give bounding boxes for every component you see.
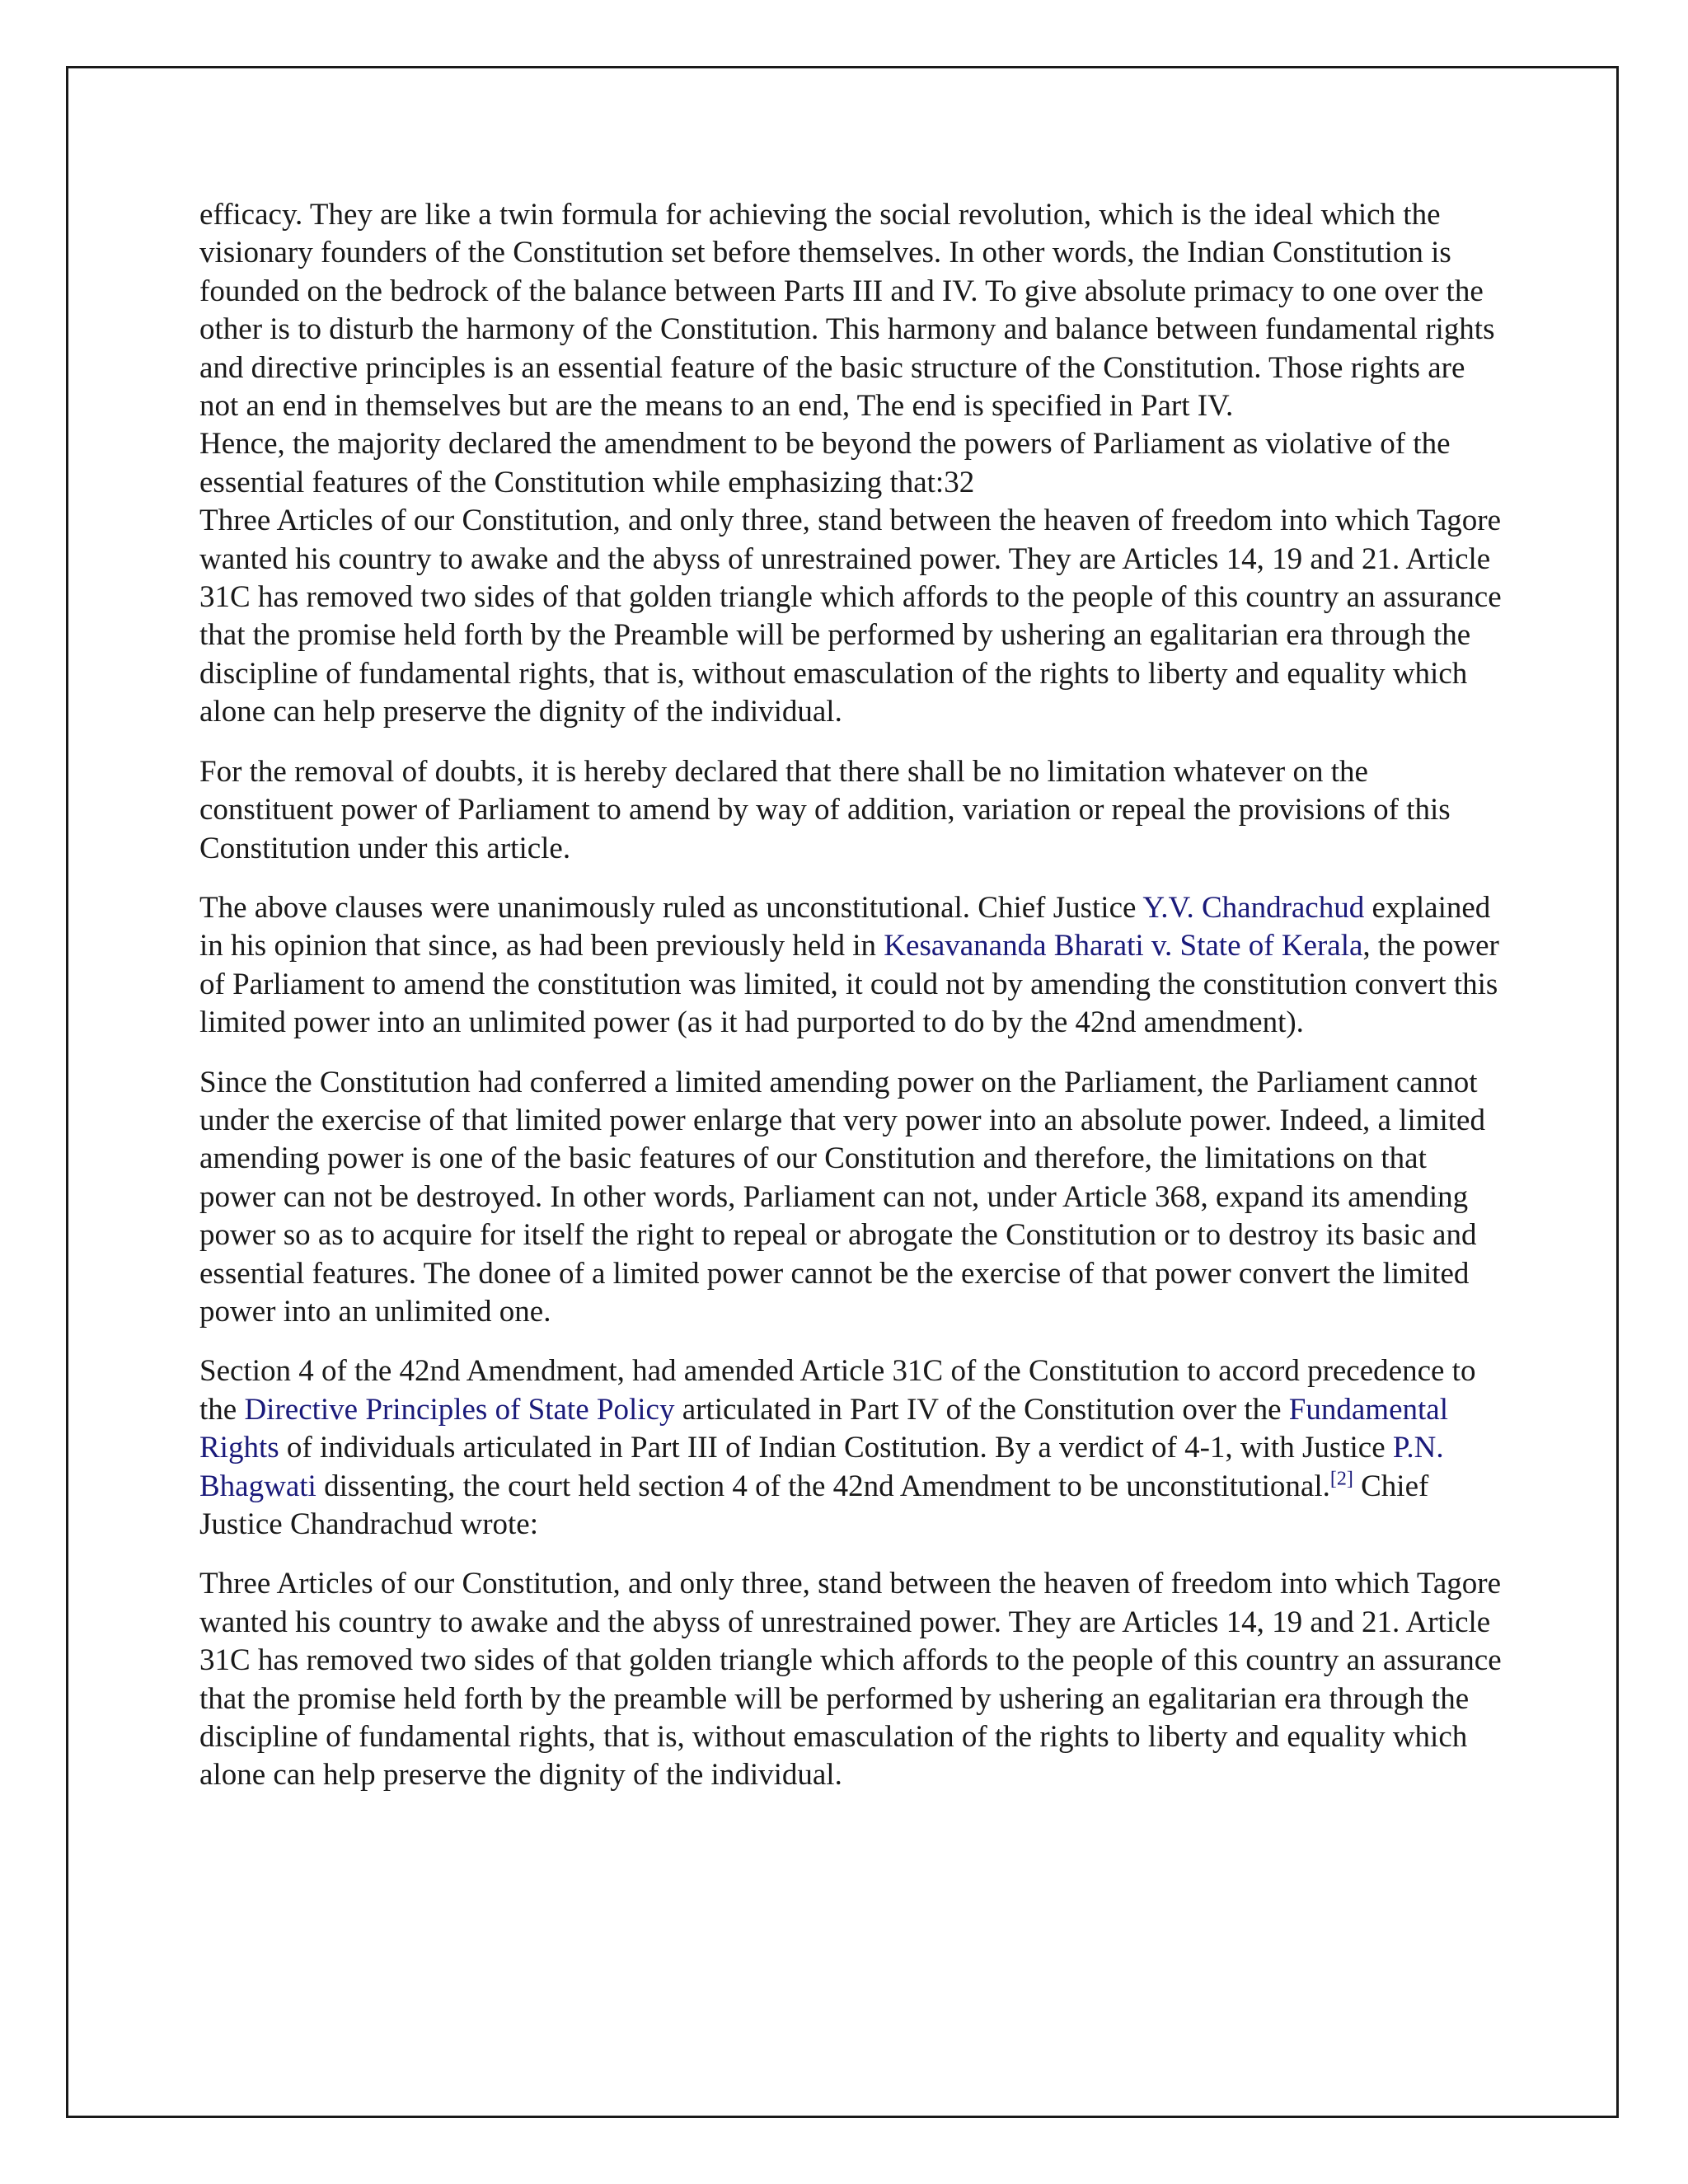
text-run: articulated in Part IV of the Constitution over the (674, 1392, 1289, 1427)
paragraph-section-4 (199, 1352, 1502, 1544)
text-run: Section 4 of the 42nd Amendment, had amended Article 31C of the Constitution to accord precedence to the (199, 1354, 1476, 1427)
link-fundamental-rights[interactable]: Fundamental Rights (199, 1392, 1448, 1465)
paragraph-three-articles-quote-repeat: Three Articles of our Constitution, and only three, stand between the heaven of freedom into which Tagore wanted his country to awake and the abyss of unrestrained power. They are Articles 14, 19 and 21. Article 31C has removed two sides of that golden triangle which affords to the people of this country an assurance that the promise held forth by the preamble will be performed by ushering an egalitarian era through the discipline of fundamental rights, that is, without emasculation of the rights to liberty and equality which alone can help preserve the dignity of the individual. (199, 1567, 1502, 1793)
paragraph-three-articles-quote: Three Articles of our Constitution, and only three, stand between the heaven of freedom into which Tagore wanted his country to awake and the abyss of unrestrained power. They are Articles 14, 19 and 21. Article 31C has removed two sides of that golden triangle which affords to the people of this country an assurance that the promise held forth by the Preamble will be performed by ushering an egalitarian era through the discipline of fundamental rights, that is, without emasculation of the rights to liberty and equality which alone can help preserve the dignity of the individual. (199, 504, 1502, 729)
text-run: , the power of Parliament to amend the constitution was limited, it could not by amending the constitution convert this limited power into an unlimited power (as it had purported to do by the 42nd amendment). (199, 929, 1499, 1040)
link-yv-chandrachud[interactable]: Y.V. Chandrachud (1142, 890, 1365, 925)
text-run: of individuals articulated in Part III of Indian Costitution. By a verdict of 4-1, with Justice (279, 1431, 1393, 1465)
document-body (199, 196, 1502, 1795)
paragraph-unanimously-ruled (199, 889, 1502, 1043)
text-run: The above clauses were unanimously ruled as unconstitutional. Chief Justice (199, 890, 1143, 925)
text-run: explained in his opinion that since, as had been previously held in (199, 890, 1491, 963)
link-pn-bhagwati[interactable]: P.N. Bhagwati (199, 1431, 1444, 1503)
paragraph-efficacy: efficacy. They are like a twin formula for achieving the social revolution, which is the ideal which the visionary founders of the Constitution set before themselves. In other words, the Indian Constitution is founded on the bedrock of the balance between Parts III and IV. To give absolute primacy to one over the other is to disturb the harmony of the Constitution. This harmony and balance between fundamental rights and directive principles is an essential feature of the basic structure of the Constitution. Those rights are not an end in themselves but are the means to an end, The end is specified in Part IV. (199, 198, 1495, 424)
text-run: Chief Justice Chandrachud wrote: (199, 1469, 1429, 1541)
paragraph-removal-of-doubts: For the removal of doubts, it is hereby declared that there shall be no limitation whatever on the constituent power of Parliament to amend by way of addition, variation or repeal the provisions of this Constitution under this article. (199, 754, 1451, 865)
paragraph-majority-declared: Hence, the majority declared the amendment to be beyond the powers of Parliament as violative of the essential features of the Constitution while emphasizing that:32 (199, 427, 1451, 499)
link-directive-principles[interactable]: Directive Principles of State Policy (244, 1392, 675, 1427)
citation-reference-2[interactable]: [2] (1329, 1468, 1353, 1490)
link-kesavananda-bharati[interactable]: Kesavananda Bharati v. State of Kerala (884, 929, 1363, 963)
paragraph-limited-amending-power: Since the Constitution had conferred a limited amending power on the Parliament, the Parliament cannot under the exercise of that limited power enlarge that very power into an absolute power. Indeed, a limited amending power is one of the basic features of our Constitution and therefore, the limitations on that power can not be destroyed. In other words, Parliament can not, under Article 368, expand its amending power so as to acquire for itself the right to repeal or abrogate the Constitution or to destroy its basic and essential features. The donee of a limited power cannot be the exercise of that power convert the limited power into an unlimited one. (199, 1065, 1485, 1329)
text-run: dissenting, the court held section 4 of the 42nd Amendment to be unconstitutional. (316, 1469, 1330, 1503)
